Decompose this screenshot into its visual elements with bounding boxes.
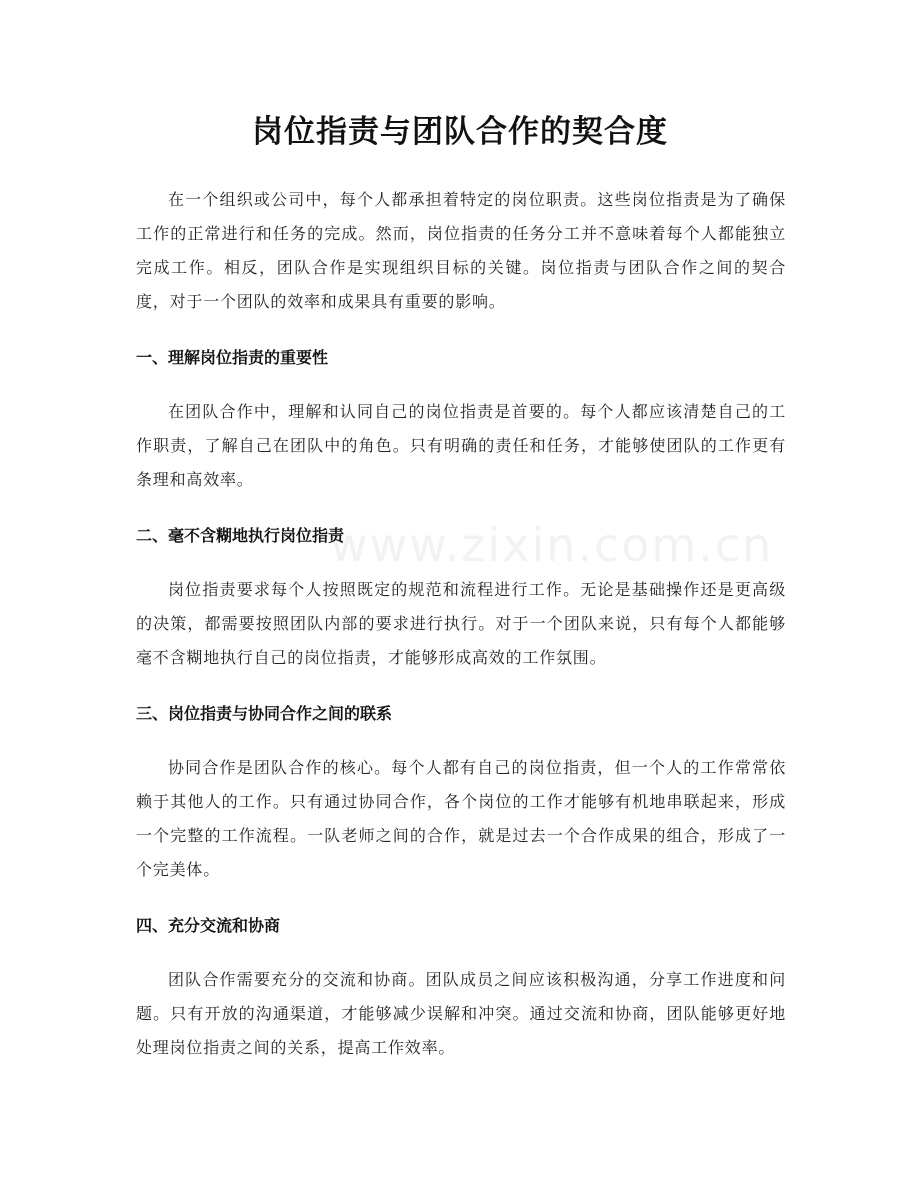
section-paragraph-2: 岗位指责要求每个人按照既定的规范和流程进行工作。无论是基础操作还是更高级的决策，都需要按照团队内部的要求进行执行。对于一个团队来说，只有每个人都能够毫不含糊地执行自己的岗位指责，才能够形成高效的工作氛围。	[136, 580, 786, 667]
document-body	[136, 183, 786, 1065]
section-heading-4: 四、充分交流和协商	[136, 916, 281, 935]
section-heading-3: 三、岗位指责与协同合作之间的联系	[136, 704, 393, 723]
section-paragraph-3: 协同合作是团队合作的核心。每个人都有自己的岗位指责，但一个人的工作常常依赖于其他人的工作。只有通过协同合作，各个岗位的工作才能够有机地串联起来，形成一个完整的工作流程。一队老师之间的合作，就是过去一个合作成果的组合，形成了一个完美体。	[136, 758, 786, 879]
section-paragraph-4: 团队合作需要充分的交流和协商。团队成员之间应该积极沟通，分享工作进度和问题。只有开放的沟通渠道，才能够减少误解和冲突。通过交流和协商，团队能够更好地处理岗位指责之间的关系，提高工作效率。	[136, 970, 786, 1057]
page-title: 岗位指责与团队合作的契合度	[252, 114, 668, 150]
intro-paragraph: 在一个组织或公司中，每个人都承担着特定的岗位职责。这些岗位指责是为了确保工作的正常进行和任务的完成。然而，岗位指责的任务分工并不意味着每个人都能独立完成工作。相反，团队合作是实现组织目标的关键。岗位指责与团队合作之间的契合度，对于一个团队的效率和成果具有重要的影响。	[136, 190, 786, 311]
section-paragraph-1: 在团队合作中，理解和认同自己的岗位指责是首要的。每个人都应该清楚自己的工作职责，了解自己在团队中的角色。只有明确的责任和任务，才能够使团队的工作更有条理和高效率。	[136, 402, 786, 489]
watermark: www.zixin.com.cn	[330, 518, 774, 572]
section-heading-1: 一、理解岗位指责的重要性	[136, 348, 329, 367]
section-heading-2: 二、毫不含糊地执行岗位指责	[136, 526, 345, 545]
